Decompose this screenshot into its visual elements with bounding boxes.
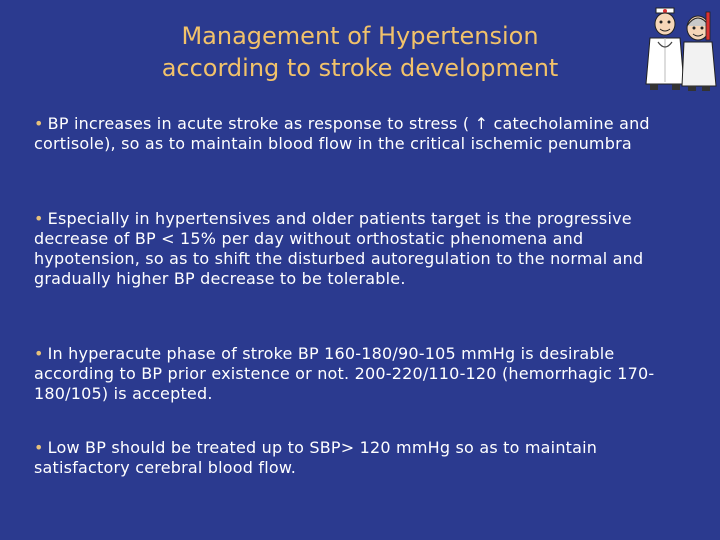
title-line-1: Management of Hypertension (181, 22, 539, 50)
bullet-4 (34, 438, 694, 478)
bullet-3 (34, 344, 694, 404)
bullet-dot: • (34, 344, 44, 363)
bullet-1-text: BP increases in acute stroke as response to stress ( ↑ catecholamine and cortisole), so as to maintain blood flow in the critical ischemic penumbra (34, 114, 650, 153)
title-line-2: according to stroke development (161, 54, 559, 82)
bullet-dot: • (34, 209, 44, 228)
bullet-4-text: Low BP should be treated up to SBP> 120 mmHg so as to maintain satisfactory cerebral blood flow. (34, 438, 598, 477)
bullet-2-text: Especially in hypertensives and older patients target is the progressive decrease of BP < 15% per day without orthostatic phenomena and hypotension, so as to shift the disturbed autoregulation to the normal and gradually higher BP decrease to be tolerable. (34, 209, 644, 288)
bullet-3-text: In hyperacute phase of stroke BP 160-180/90-105 mmHg is desirable according to BP prior existence or not. 200-220/110-120 (hemorrhagic 170-180/105) is accepted. (34, 344, 655, 403)
doctors-cartoon-icon (636, 2, 718, 94)
bullet-dot: • (34, 438, 44, 457)
bullet-2 (34, 209, 694, 289)
bullet-dot: • (34, 114, 44, 133)
slide-title (90, 20, 630, 84)
bullet-1 (34, 114, 694, 154)
